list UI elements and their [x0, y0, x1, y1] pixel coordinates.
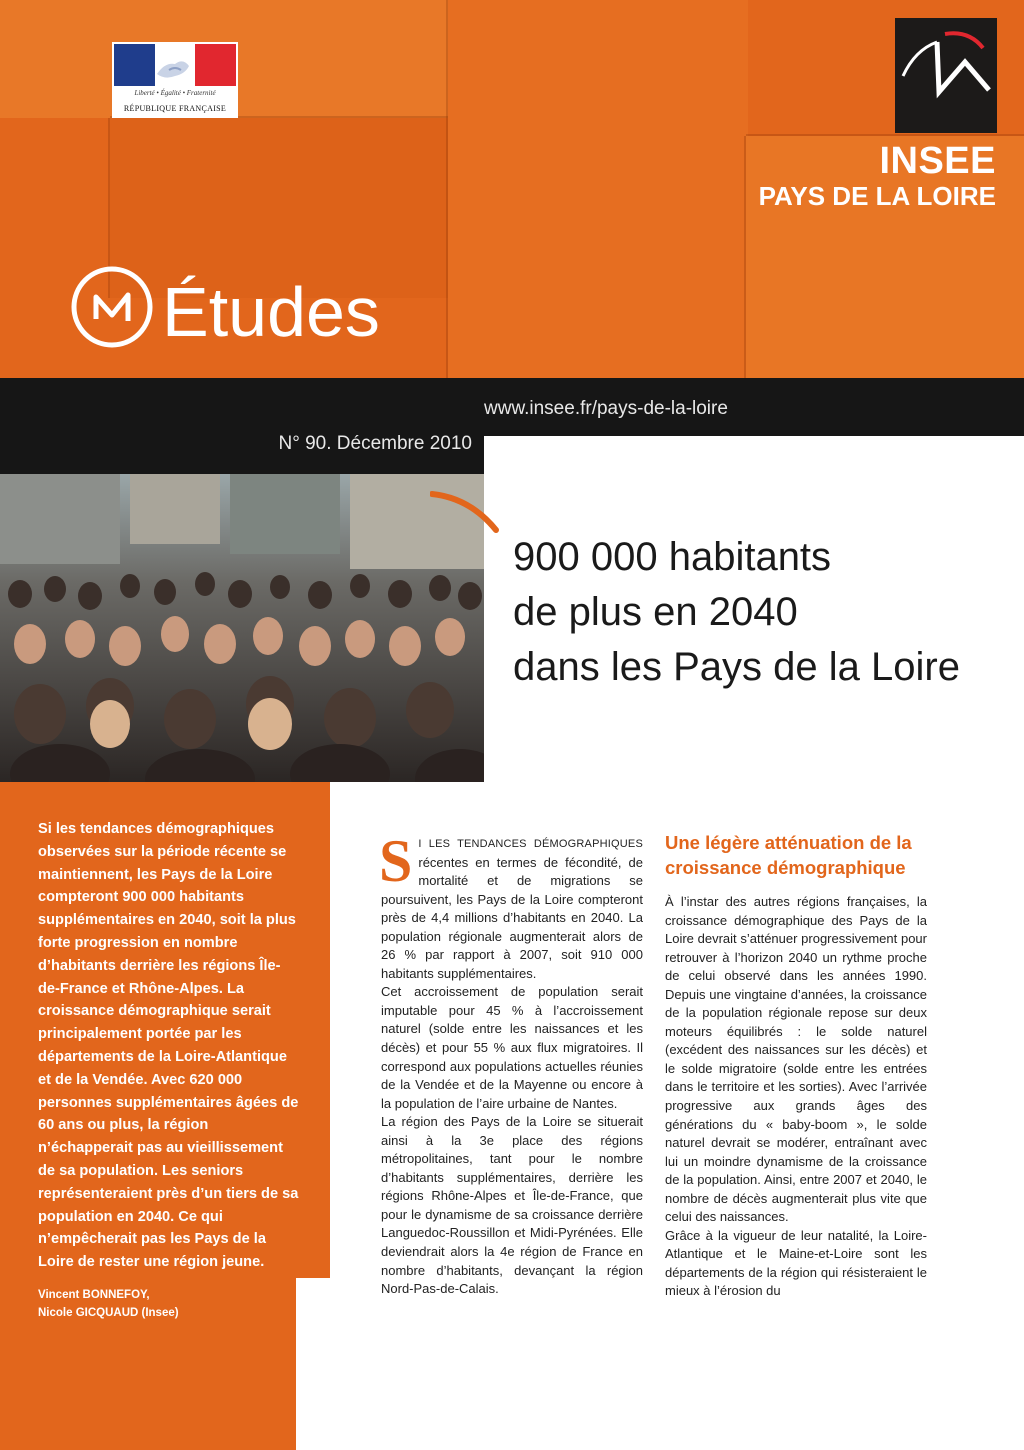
- republic-motto: Liberté • Égalité • Fraternité: [134, 89, 216, 97]
- region-name: PAYS DE LA LOIRE: [758, 181, 996, 211]
- paragraph: La région des Pays de la Loire se situerait ainsi à la 3e place des régions métropolitaines, tant pour le nombre d’habitants supplémentaires, derrière les régions Rhône-Alpes et Île-de-France, que pour le dynamisme de sa croissance derrière Languedoc-Roussillon et Midi-Pyrénées. Elle deviendrait alors la 4e région de France en nombre d’habitants, devançant la région Nord-Pas-de-Calais.: [381, 1114, 643, 1297]
- french-flag: [114, 44, 236, 86]
- headline-line: de plus en 2040: [513, 590, 798, 634]
- cover-tile: [448, 0, 748, 378]
- tile-seam: [746, 134, 1024, 136]
- summary-text: Si les tendances démographiques observées sur la période récente se maintiennent, les Pays de la Loire compteront 900 000 habitants supplémentaires en 2040, soit la plus forte progression en nombre d’habitants derrière les régions Île-de-France et Rhône-Alpes. La croissance démographique serait principalement portée par les départements de la Loire-Atlantique et de la Vendée. Avec 620 000 personnes supplémentaires âgées de 60 ans ou plus, la région n’échapperait pas au vieillissement de sa population. Les seniors représenteraient près d’un tiers de sa population en 2040. Ce qui n’empêcherait pas les Pays de la Loire de rester une région jeune.: [38, 821, 299, 1271]
- paragraph: Grâce à la vigueur de leur natalité, la Loire-Atlantique et le Maine-et-Loire sont les départements de la région qui résisteraient le mieux à l’érosion du: [665, 1227, 927, 1299]
- tile-seam: [446, 0, 448, 378]
- marianne-icon: [155, 44, 195, 86]
- article-column-1: [379, 828, 643, 1299]
- website-link[interactable]: www.insee.fr/pays-de-la-loire: [484, 398, 728, 419]
- author: Nicole GICQUAUD (Insee): [38, 1307, 179, 1319]
- section-title: Une légère atténuation de la croissance démographique: [665, 832, 912, 878]
- authors: [38, 1286, 288, 1322]
- etudes-icon: [70, 265, 154, 349]
- republic-name: RÉPUBLIQUE FRANÇAISE: [123, 104, 227, 113]
- brand-name: INSEE: [879, 140, 996, 182]
- insee-logo: [895, 18, 997, 133]
- author: Vincent BONNEFOY,: [38, 1289, 150, 1301]
- paragraph: Cet accroissement de population serait imputable pour 45 % à l’accroissement naturel (solde entre les naissances et les décès) et pour 55 % aux flux migratoires. Il correspond aux populations actuelles réunies de la Vendée et de la Mayenne ou encore à la population de l’aire urbaine de Nantes.: [381, 984, 643, 1111]
- paragraph: [379, 828, 643, 983]
- issue-number: N° 90. Décembre 2010: [278, 433, 472, 454]
- lead-caps: I LES TENDANCES DÉMOGRAPHIQUES: [418, 838, 643, 850]
- series-title: Études: [162, 273, 380, 351]
- paragraph: À l’instar des autres régions françaises, la croissance démographique des Pays de la Loire devrait s’atténuer progressivement pour retrouver à l’horizon 2040 un rythme proche de celui observé dans les années 1990. Depuis une vingtaine d’années, la croissance de la population régionale repose sur deux moteurs équilibrés : le solde naturel (excédent des naissances sur les décès) et le solde migratoire (solde entre les entrées dans le territoire et les sorties). Avec l’arrivée progressive aux grands âges des générations du « baby-boom », le solde naturel devrait se modérer, entraînant avec lui un moindre dynamisme de la croissance de la population. Ainsi, entre 2007 et 2040, le nombre de décès augmenterait plus vite que celui des naissances.: [665, 894, 927, 1225]
- headline-accent-arc: [430, 490, 510, 540]
- headline: [513, 530, 960, 695]
- tile-seam: [744, 136, 746, 378]
- crowd-photo: [0, 474, 484, 782]
- headline-line: 900 000 habitants: [513, 535, 832, 579]
- republique-francaise-logo: [112, 42, 238, 118]
- article-column-2: [665, 893, 927, 1301]
- insee-logo-icon: [895, 18, 997, 133]
- paragraph-text: récentes en termes de fécondité, de mortalité et de migrations se poursuivent, les Pays de la Loire compteront près de 4,4 millions d’habitants en 2040. La population régionale augmenterait alors de 26 % par rapport à 2007, soit 910 000 habitants supplémentaires.: [381, 854, 643, 981]
- sidebar-notch: [296, 1278, 330, 1450]
- headline-line: dans les Pays de la Loire: [513, 645, 960, 689]
- drop-cap: S: [379, 828, 413, 894]
